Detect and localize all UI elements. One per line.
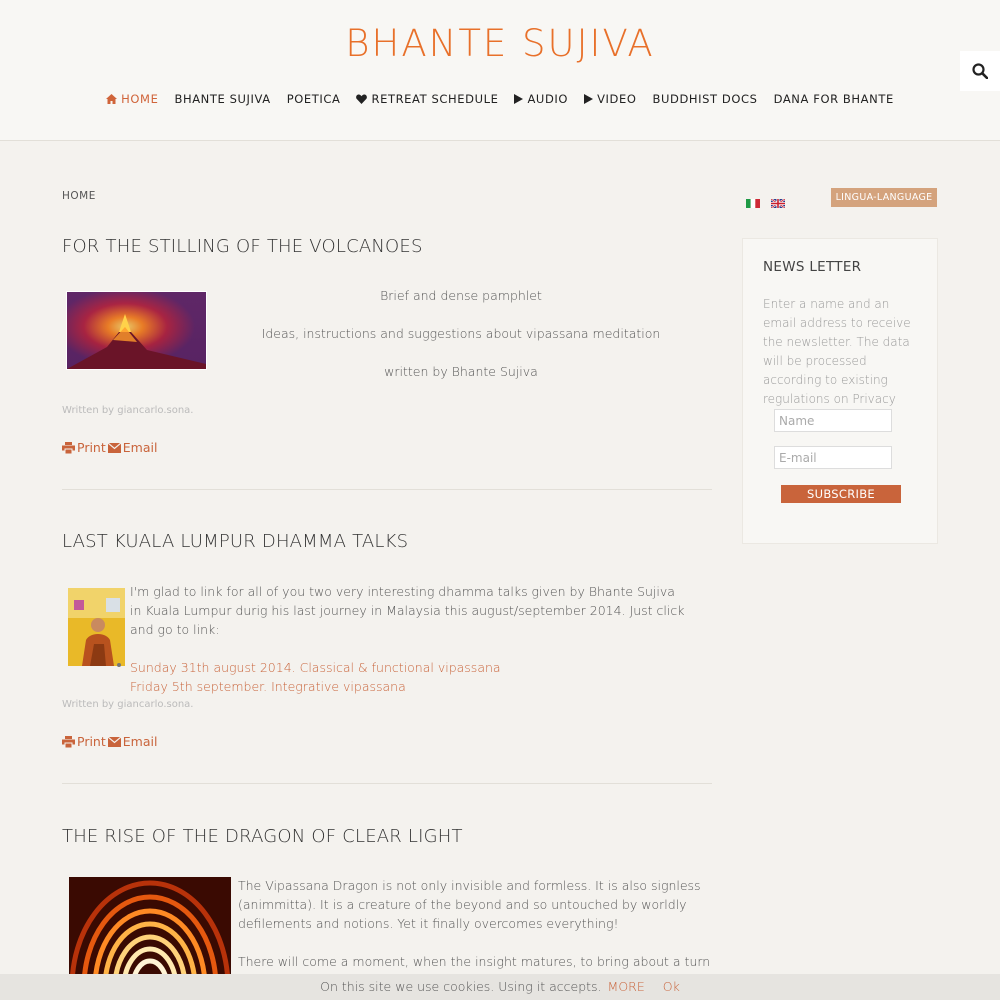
article-line-1: Brief and dense pamphlet	[380, 288, 542, 303]
email-label: Email	[122, 440, 158, 455]
nav-label-dana-for-bhante: DANA FOR BHANTE	[773, 92, 894, 106]
article-intro: I'm glad to link for all of you two very interesting dhamma talks given by Bhante Sujiva in Kuala Lumpur durig his last journey in Malaysia this august/september 2014. Just click and go to link:	[130, 584, 685, 637]
cookie-more-link[interactable]: MORE	[607, 979, 645, 994]
article-divider	[62, 489, 712, 490]
article-paragraph-1: The Vipassana Dragon is not only invisible and formless. It is also signless (animmitta). It is a creature of the beyond and so untouched by worldly defilements and notions. Yet it finally overcomes everything!	[238, 878, 701, 931]
site-header	[0, 0, 1000, 141]
talk-link-1[interactable]: Sunday 31th august 2014. Classical & functional vipassana	[130, 660, 501, 675]
article-dragon	[62, 826, 712, 847]
print-button[interactable]	[62, 440, 106, 455]
article-kuala-lumpur	[62, 531, 712, 552]
main-nav	[0, 92, 1000, 106]
article-line-2: Ideas, instructions and suggestions about vipassana meditation	[261, 326, 661, 341]
print-label: Print	[77, 440, 106, 455]
site-title-link[interactable]: BHANTE SUJIVA	[345, 22, 655, 65]
article-body-kuala-lumpur	[130, 582, 690, 696]
cookie-bar	[0, 974, 1000, 1000]
article-volcanoes	[62, 236, 712, 257]
article-line-3: written by Bhante Sujiva	[384, 364, 538, 379]
nav-item-home[interactable]	[98, 92, 166, 106]
search-icon	[972, 63, 988, 79]
newsletter-name-input[interactable]	[774, 409, 892, 432]
nav-label-video: VIDEO	[597, 92, 637, 106]
cookie-text: On this site we use cookies. Using it accepts.	[320, 979, 602, 994]
talk-links	[130, 658, 690, 696]
site-title[interactable]	[0, 22, 1000, 65]
email-button[interactable]	[108, 734, 158, 749]
nav-label-bhante-sujiva: BHANTE SUJIVA	[174, 92, 271, 106]
newsletter-widget	[742, 238, 938, 544]
article-title[interactable]: THE RISE OF THE DRAGON OF CLEAR LIGHT	[62, 826, 463, 847]
breadcrumb-home[interactable]: HOME	[62, 190, 96, 202]
nav-item-poetica[interactable]	[279, 92, 349, 106]
breadcrumb[interactable]	[62, 190, 96, 202]
monk-photo	[68, 588, 125, 666]
volcano-image-art	[67, 292, 206, 369]
nav-label-audio: AUDIO	[527, 92, 569, 106]
nav-item-audio[interactable]	[506, 92, 576, 106]
search-button[interactable]	[960, 51, 1000, 91]
flag-italy-icon[interactable]	[746, 193, 760, 202]
language-button[interactable]: LINGUA-LANGUAGE	[831, 188, 937, 207]
article-paragraph-2: There will come a moment, when the insight matures, to bring about a turn	[238, 954, 711, 969]
nav-item-dana-for-bhante[interactable]	[766, 92, 902, 106]
article-actions	[62, 734, 157, 749]
envelope-icon	[108, 443, 121, 453]
talk-link-2[interactable]: Friday 5th september. Integrative vipassana	[130, 679, 406, 694]
list-bullet	[117, 663, 121, 667]
heart-icon	[356, 94, 367, 104]
nav-label-home: HOME	[121, 92, 159, 106]
volcano-image	[66, 291, 207, 370]
nav-item-bhante-sujiva[interactable]	[166, 92, 278, 106]
article-title[interactable]: LAST KUALA LUMPUR DHAMMA TALKS	[62, 531, 409, 552]
play-icon	[584, 94, 593, 104]
newsletter-description: Enter a name and an email address to receive the newsletter. The data will be processed according to existing regulations on Privacy	[763, 297, 911, 406]
email-button[interactable]	[108, 440, 158, 455]
play-icon	[514, 94, 523, 104]
flag-uk-icon[interactable]	[771, 193, 785, 202]
newsletter-email-input[interactable]	[774, 446, 892, 469]
subscribe-button[interactable]: SUBSCRIBE	[781, 485, 901, 503]
home-icon	[106, 94, 117, 104]
article-body-volcanoes	[210, 286, 712, 381]
print-label: Print	[77, 734, 106, 749]
print-icon	[62, 442, 75, 454]
print-button[interactable]	[62, 734, 106, 749]
email-label: Email	[122, 734, 158, 749]
article-author: Written by giancarlo.sona.	[62, 699, 194, 710]
nav-item-video[interactable]	[576, 92, 644, 106]
cookie-ok-button[interactable]: Ok	[662, 979, 680, 994]
article-actions	[62, 440, 157, 455]
article-body-dragon	[238, 876, 712, 990]
nav-item-retreat-schedule[interactable]	[348, 92, 506, 106]
article-title[interactable]: FOR THE STILLING OF THE VOLCANOES	[62, 236, 423, 257]
nav-item-buddhist-docs[interactable]	[645, 92, 766, 106]
dragon-image	[69, 877, 231, 974]
dragon-image-art	[69, 877, 231, 974]
article-author: Written by giancarlo.sona.	[62, 405, 194, 416]
article-divider	[62, 783, 712, 784]
nav-label-buddhist-docs: BUDDHIST DOCS	[652, 92, 758, 106]
envelope-icon	[108, 737, 121, 747]
print-icon	[62, 736, 75, 748]
newsletter-title: NEWS LETTER	[763, 259, 862, 275]
nav-label-poetica: POETICA	[286, 92, 341, 106]
monk-photo-art	[68, 588, 125, 666]
nav-label-retreat-schedule: RETREAT SCHEDULE	[371, 92, 499, 106]
